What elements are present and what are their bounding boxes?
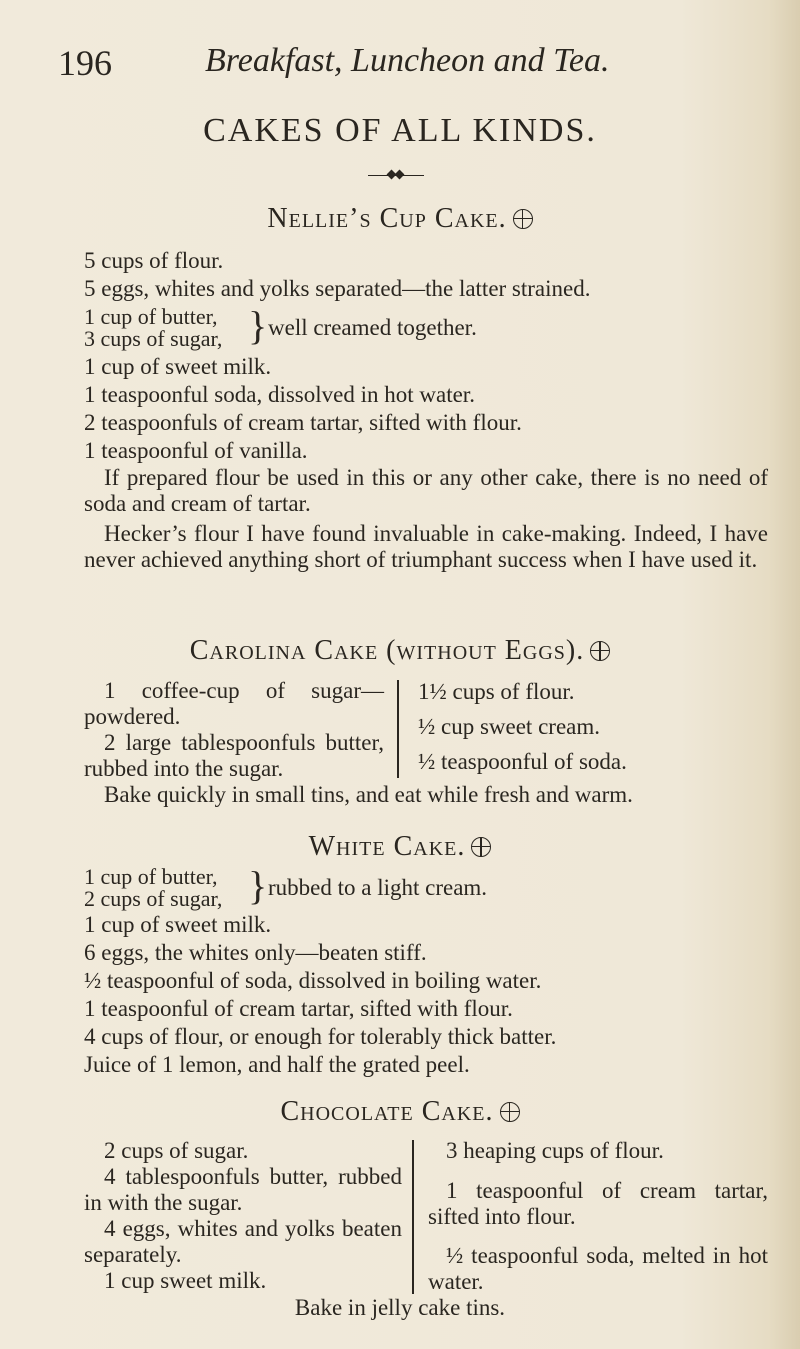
chapter-title: CAKES OF ALL KINDS.	[203, 112, 597, 149]
column-text: 1 coffee-cup of sugar—powdered.	[84, 678, 384, 729]
brace-symbol: }	[248, 863, 268, 908]
brace-symbol: }	[248, 303, 268, 348]
instruction-line: Bake in jelly cake tins.	[294, 1295, 506, 1320]
column-text: ½ teaspoonful soda, melted in hot water.	[428, 1243, 768, 1294]
ingredient-line: 4 cups of flour, or enough for tolerably thick batter.	[84, 1024, 557, 1049]
ingredient-line: 1 teaspoonful soda, dissolved in hot water.	[84, 382, 475, 407]
ingredient-line: 1½ cups of flour.	[418, 679, 575, 704]
running-title: Breakfast, Luncheon and Tea.	[205, 42, 610, 79]
recipe-title-chocolate	[0, 1096, 800, 1128]
page-number: 196	[58, 43, 112, 83]
ingredient-line: 1 teaspoonful of cream tartar, sifted with flour.	[84, 996, 513, 1021]
ingredient-line: ½ cup sweet cream.	[418, 714, 601, 739]
ingredient-line: 5 cups of flour.	[84, 248, 224, 273]
note-paragraph: If prepared flour be used in this or any other cake, there is no need of soda and cream of tartar.	[84, 465, 768, 516]
brace-line: 2 cups of sugar,	[84, 886, 223, 911]
ingredient-line: ½ teaspoonful of soda, dissolved in boiling water.	[84, 968, 542, 993]
recipe-title-text: Carolina Cake (without Eggs).	[189, 635, 585, 666]
brace-note: rubbed to a light cream.	[268, 875, 488, 900]
column-divider	[397, 680, 399, 778]
recipe-title-text: White Cake.	[308, 831, 466, 862]
column-text: 4 tablespoonfuls butter, rubbed in with the sugar.	[84, 1164, 402, 1215]
brace-note: well creamed together.	[268, 315, 477, 340]
ornament-rule	[368, 171, 424, 179]
ingredient-line: 1 cup of sweet milk.	[84, 912, 272, 937]
cross-circle-icon	[513, 209, 533, 229]
recipe-title-white	[0, 831, 800, 863]
ingredient-line: 1 teaspoonful of vanilla.	[84, 438, 308, 463]
ingredient-line: ½ teaspoonful of soda.	[418, 749, 627, 774]
recipe-title-text: Nellie’s Cup Cake.	[267, 203, 507, 234]
ingredient-line: 1 cup of sweet milk.	[84, 354, 272, 379]
cross-circle-icon	[471, 837, 491, 857]
column-text: 2 cups of sugar.	[104, 1138, 249, 1163]
column-text: 2 large tablespoonfuls butter, rubbed into the sugar.	[84, 730, 384, 781]
brace-ingredients	[84, 306, 222, 350]
column-text: 3 heaping cups of flour.	[446, 1138, 664, 1163]
ingredient-line: Juice of 1 lemon, and half the grated peel.	[84, 1052, 470, 1077]
recipe-title-nellie	[0, 203, 800, 235]
cross-circle-icon	[590, 641, 610, 661]
column-text: 4 eggs, whites and yolks beaten separately.	[84, 1216, 402, 1267]
brace-ingredients	[84, 866, 222, 910]
brace-line: 3 cups of sugar,	[84, 326, 223, 351]
ingredient-line: 2 teaspoonfuls of cream tartar, sifted with flour.	[84, 410, 522, 435]
page-header	[58, 42, 758, 92]
ingredient-line: 5 eggs, whites and yolks separated—the latter strained.	[84, 276, 591, 301]
recipe-title-text: Chocolate Cake.	[280, 1096, 494, 1127]
instruction-line: Bake quickly in small tins, and eat while fresh and warm.	[104, 782, 633, 807]
column-text: 1 teaspoonful of cream tartar, sifted into flour.	[428, 1178, 768, 1229]
brace-line: 1 cup of butter,	[84, 304, 218, 329]
column-divider	[412, 1140, 414, 1294]
brace-line: 1 cup of butter,	[84, 864, 218, 889]
ingredient-line: 6 eggs, the whites only—beaten stiff.	[84, 940, 427, 965]
cross-circle-icon	[500, 1102, 520, 1122]
column-text: 1 cup sweet milk.	[104, 1268, 267, 1293]
recipe-title-carolina	[0, 635, 800, 667]
note-paragraph: Hecker’s flour I have found invaluable in cake-making. Indeed, I have never achieved anything short of triumphant success when I have used it.	[84, 521, 768, 572]
